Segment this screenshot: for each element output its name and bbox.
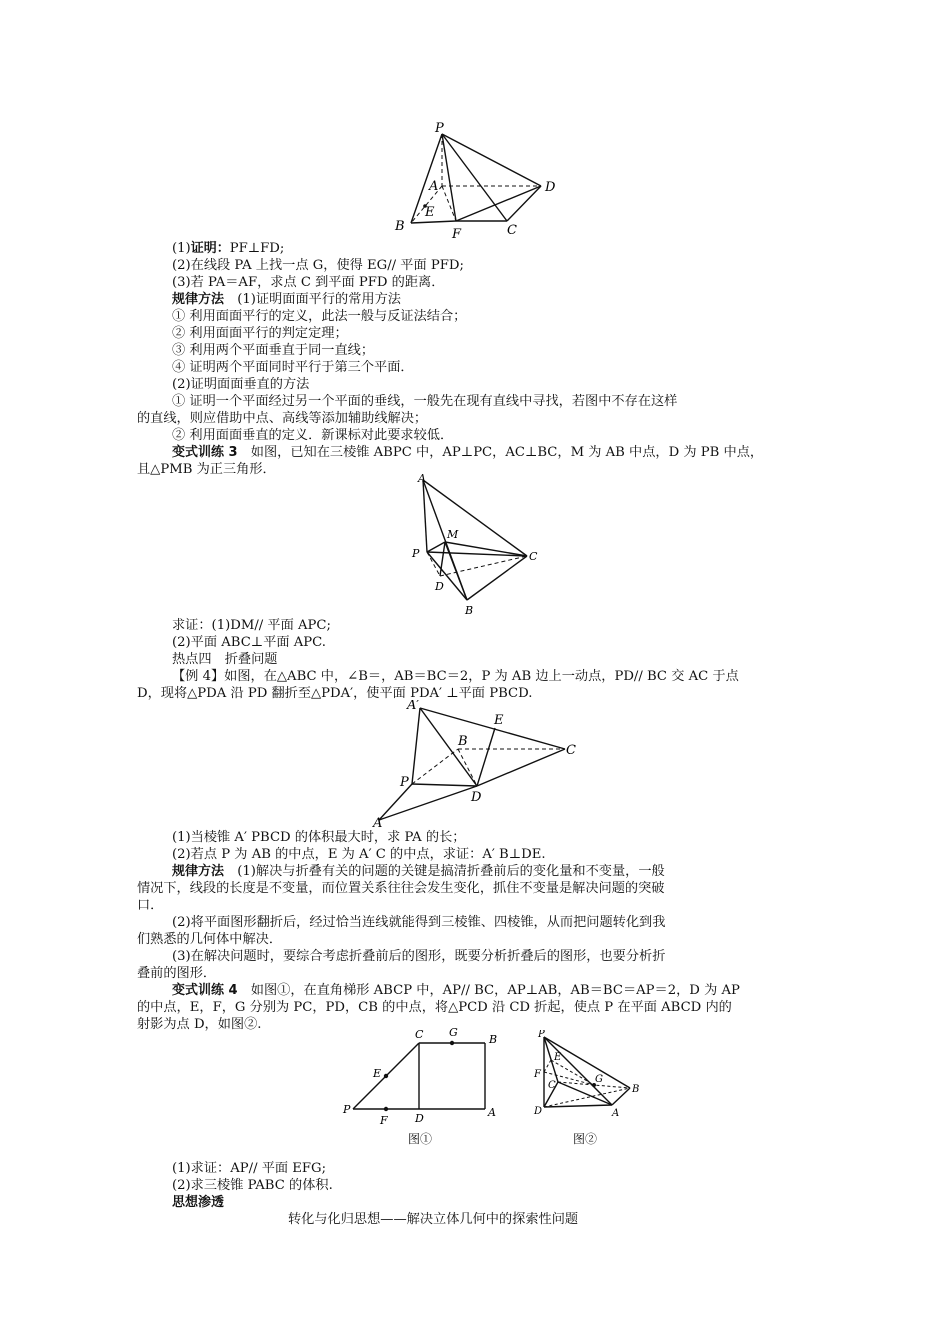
label-P: P (400, 775, 409, 790)
exercise-3-cont: 且△PMB 为正三角形． (137, 462, 276, 477)
method1-l3: ② 利用面面平行的判定定理； (172, 326, 348, 341)
label-B: B (458, 734, 468, 749)
label-C: C (566, 743, 576, 758)
label-P: P (412, 547, 420, 560)
ex4-q1: (1)当棱锥 A′ PBCD 的体积最大时，求 PA 的长； (172, 830, 466, 845)
label-F: F (534, 1069, 541, 1080)
thought-title: 转化与化归思想——解决立体几何中的探索性问题 (288, 1212, 579, 1227)
method2-l2: 情况下，线段的长度是不变量，而位置关系往往会发生变化，抓住不变量是解决问题的突破 (137, 881, 665, 896)
method2-l3: 口． (137, 898, 164, 913)
label-C: C (529, 550, 538, 563)
ex4-final-q2: (2)求三棱锥 PABC 的体积. (172, 1178, 333, 1193)
example-4-cont: D，现将△PDA 沿 PD 翻折至△PDA′，使平面 PDA′ ⊥平面 PBCD. (137, 686, 533, 701)
ex3-q1: 求证：(1)DM// 平面 APC; (172, 618, 331, 633)
exercise-4-cont: 的中点，E，F，G 分别为 PC，PD，CB 的中点，将△PCD 沿 CD 折起，使点 P 在平面 ABCD 内的 (137, 1000, 732, 1015)
method1-l7: ① 证明一个平面经过另一个平面的垂线，一般先在现有直线中寻找，若图中不存在这样 (172, 394, 678, 409)
method1-l9: ② 利用面面垂直的定义．新课标对此要求较低． (172, 428, 454, 443)
figure-caption-2: 图② (573, 1132, 598, 1146)
label-B: B (489, 1033, 498, 1046)
method-heading-2: 规律方法 (1)解决与折叠有关的问题的关键是搞清折叠前后的变化量和不变量，一般 (172, 864, 665, 879)
label-C: C (507, 223, 517, 238)
label-P: P (435, 121, 444, 136)
label-B: B (632, 1084, 640, 1095)
example-4: 【例 4】如图，在△ABC 中，∠B＝，AB＝BC＝2，P 为 AB 边上一动点，PD// BC 交 AC 于点 (172, 669, 739, 684)
label-A: A (429, 179, 439, 194)
trapezoid-figure-1 (335, 1025, 510, 1145)
method1-l8: 的直线，则应借助中点、高线等添加辅助线解决； (137, 411, 428, 426)
question-3: (3)若 PA＝AF，求点 C 到平面 PFD 的距离． (172, 275, 445, 290)
label-P: P (538, 1030, 545, 1040)
question-1: (1)证明：PF⊥FD; (172, 241, 285, 256)
method2-l4: (2)将平面图形翻折后，经过恰当连线就能得到三棱锥、四棱锥，从而把问题转化到我 (172, 915, 666, 930)
label-A: A (612, 1108, 620, 1119)
hot-topic-4: 热点四 折叠问题 (172, 652, 278, 667)
method-heading-1: 规律方法 (1)证明面面平行的常用方法 (172, 292, 401, 307)
method2-l5: 们熟悉的几何体中解决． (137, 932, 283, 947)
label-E: E (425, 205, 435, 220)
label-G: G (595, 1074, 603, 1085)
exercise-3: 变式训练 3 如图，已知在三棱锥 ABPC 中，AP⊥PC，AC⊥BC，M 为 AB 中点，D 为 PB 中点， (172, 445, 764, 460)
ex4-final-q1: (1)求证：AP// 平面 EFG; (172, 1161, 327, 1176)
pyramid-figure-abpc (405, 470, 540, 620)
label-C: C (415, 1028, 424, 1041)
exercise-4: 变式训练 4 如图①，在直角梯形 ABCP 中，AP// BC，AP⊥AB，AB＝BC＝AP＝2，D 为 AP (172, 983, 740, 998)
ex3-q2: (2)平面 ABC⊥平面 APC. (172, 635, 326, 650)
label-E: E (554, 1052, 562, 1063)
label-E: E (494, 713, 504, 728)
label-D: D (471, 790, 482, 805)
method1-l4: ③ 利用两个平面垂直于同一直线； (172, 343, 375, 358)
method2-l6: (3)在解决问题时，要综合考虑折叠前后的图形，既要分析折叠后的图形，也要分析折 (172, 949, 666, 964)
label-D: D (545, 180, 556, 195)
ex4-q2: (2)若点 P 为 AB 的中点，E 为 A′ C 的中点，求证：A′ B⊥DE. (172, 847, 546, 862)
label-M: M (447, 528, 459, 541)
label-B: B (395, 219, 405, 234)
pyramid-figure-2 (530, 1030, 645, 1130)
label-E: E (373, 1067, 382, 1080)
label-G: G (449, 1026, 458, 1039)
label-D: D (534, 1106, 543, 1117)
label-A: A (418, 472, 426, 485)
method1-l2: ① 利用面面平行的定义，此法一般与反证法结合； (172, 309, 467, 324)
label-D: D (435, 580, 444, 593)
method1-l5: ④ 证明两个平面同时平行于第三个平面． (172, 360, 414, 375)
folding-figure (365, 700, 585, 830)
exercise-4-cont2: 射影为点 D，如图②. (137, 1017, 262, 1032)
figure-caption-1: 图① (408, 1132, 433, 1146)
thought-heading: 思想渗透 (172, 1195, 225, 1210)
label-F: F (452, 227, 462, 242)
question-2: (2)在线段 PA 上找一点 G，使得 EG// 平面 PFD; (172, 258, 464, 273)
label-C: C (548, 1080, 556, 1091)
label-P: P (343, 1103, 351, 1116)
label-F: F (380, 1114, 388, 1127)
label-A-prime: A′ (407, 700, 420, 713)
pyramid-figure-pfd (385, 120, 565, 245)
label-D: D (415, 1112, 424, 1125)
method1-l6: (2)证明面面垂直的方法 (172, 377, 310, 392)
label-A: A (488, 1106, 496, 1119)
label-B: B (465, 604, 474, 617)
label-A: A (373, 816, 383, 830)
method2-l7: 叠前的图形． (137, 966, 217, 981)
